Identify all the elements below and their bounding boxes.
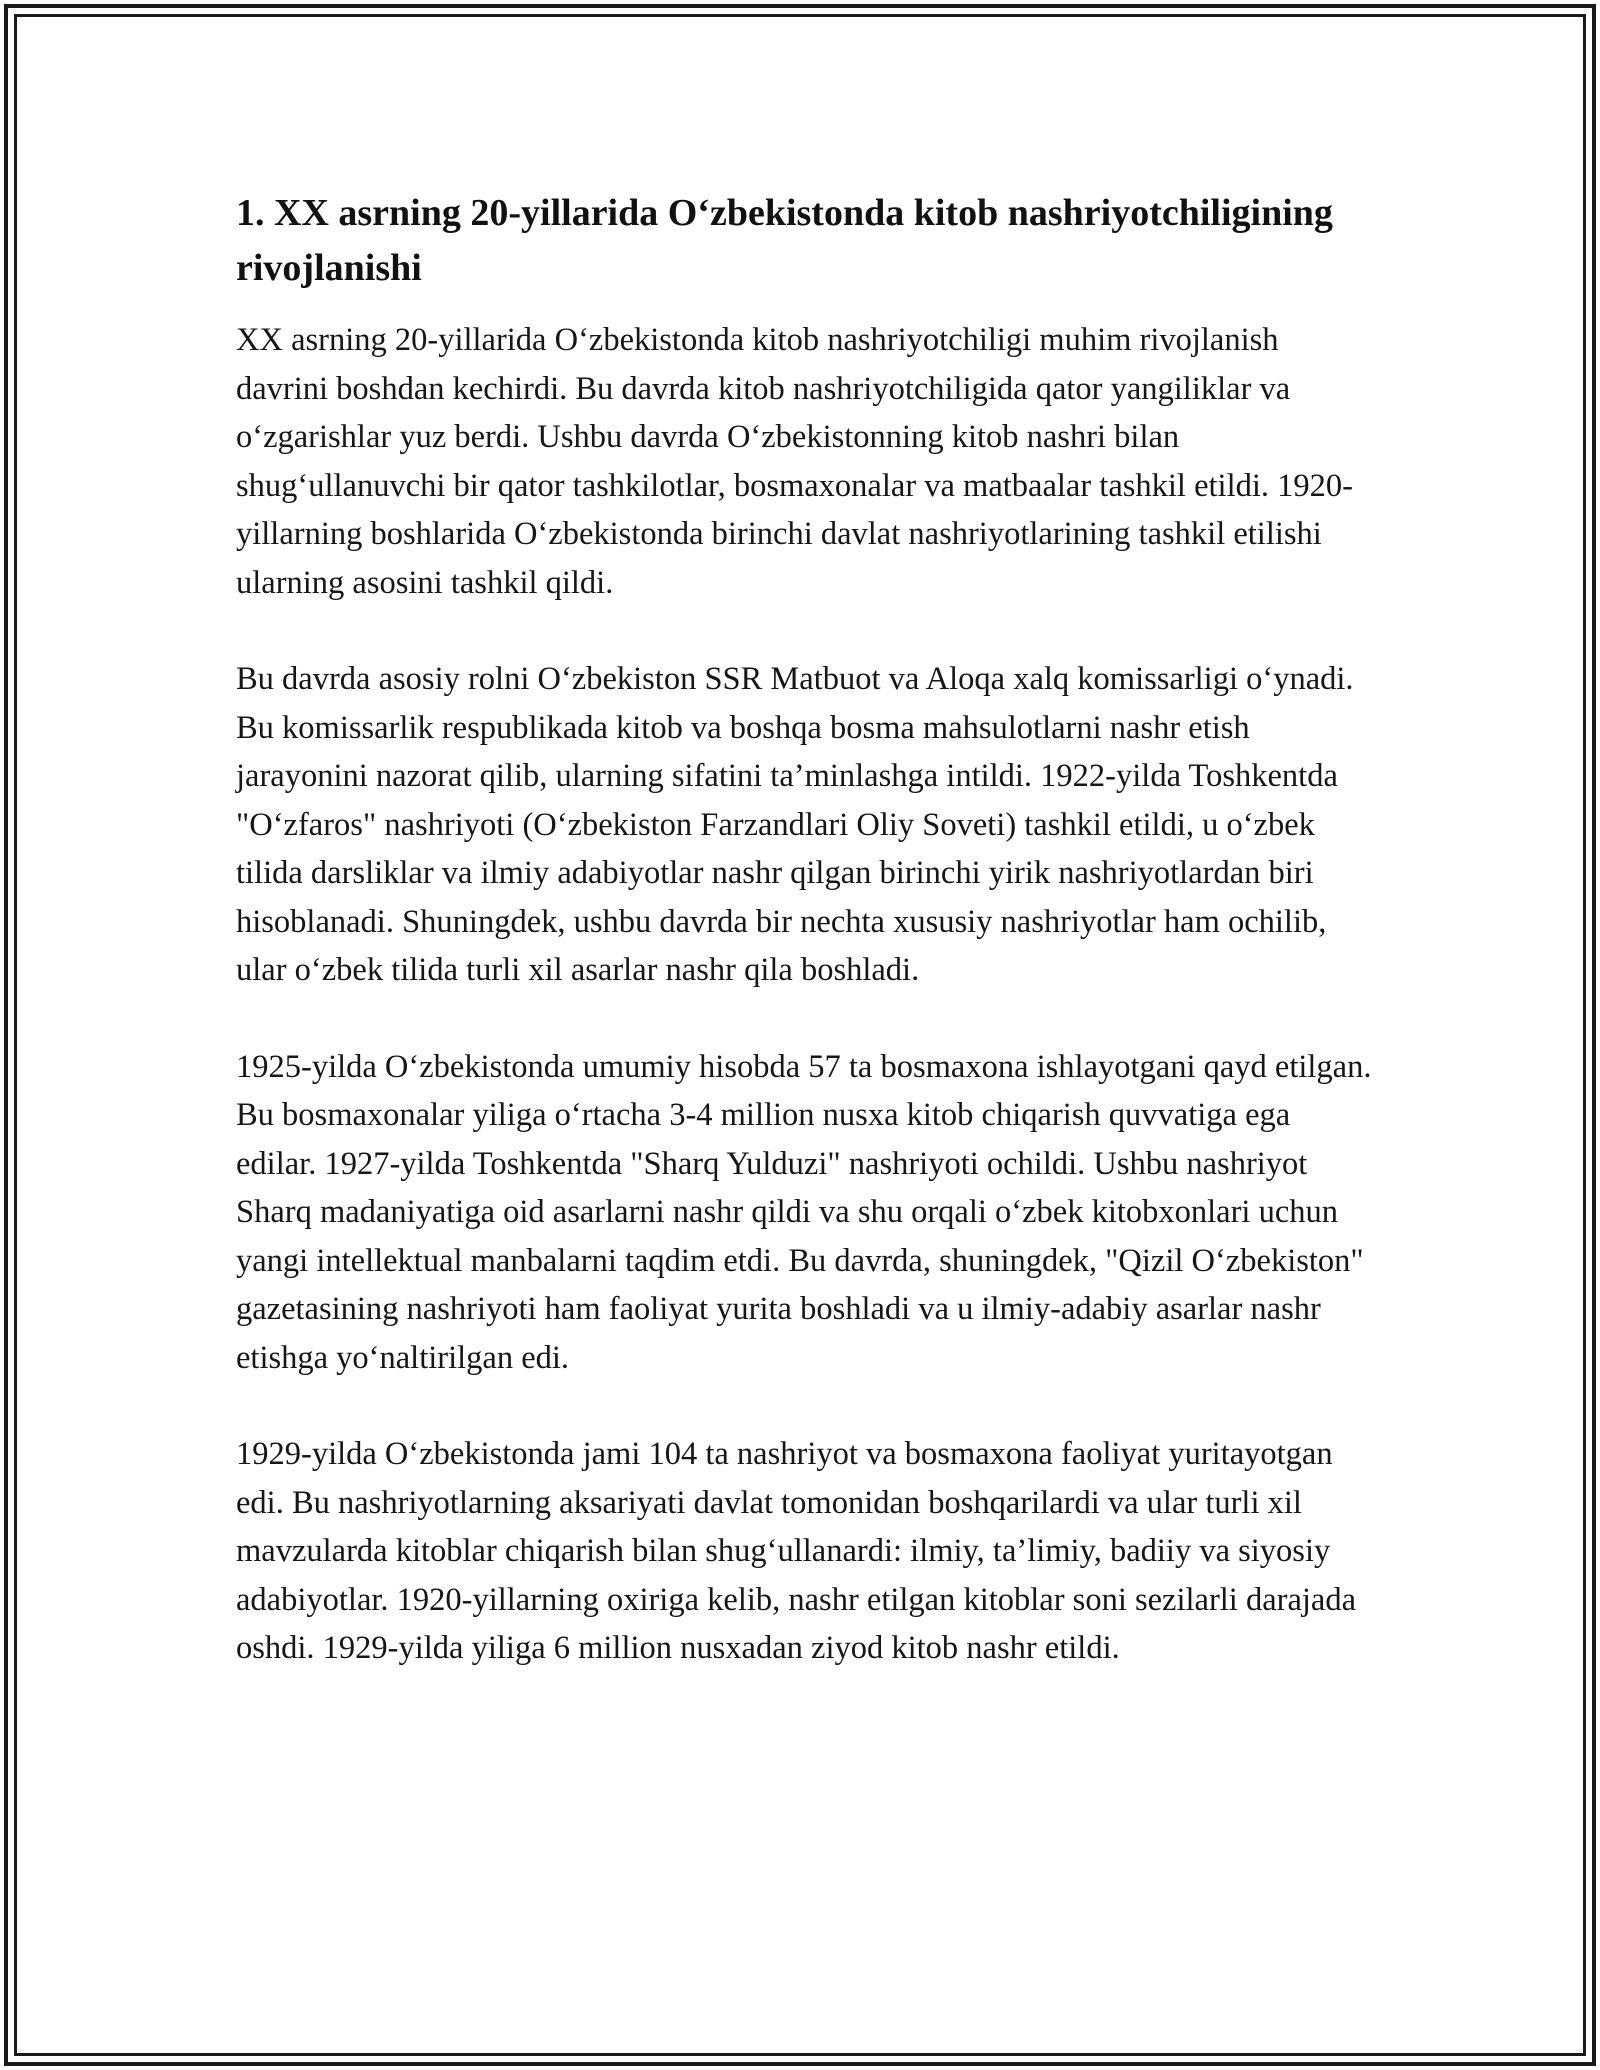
section-title: 1. XX asrning 20-yillarida O‘zbekistonda kitob nashriyotchiligining rivojlanishi <box>236 192 1333 289</box>
paragraph: Bu davrda asosiy rolni O‘zbekiston SSR Matbuot va Aloqa xalq komissarligi o‘ynadi. Bu komissarlik respublikada kitob va boshqa bosma mahsulotlarni nashr etish jarayonini nazorat qilib, ularning sifatini ta’minlashga intildi. 1922-yilda Toshkentda "O‘zfaros" nashriyoti (O‘zbekiston Farzandlari Oliy Soveti) tashkil etildi, u o‘zbek tilida darsliklar va ilmiy adabiyotlar nashr qilgan birinchi yirik nashriyotlardan biri hisoblanadi. Shuningdek, ushbu davrda bir nechta xususiy nashriyotlar ham ochilib, ular o‘zbek tilida turli xil asarlar nashr qila boshladi. <box>236 661 1354 988</box>
paragraph: XX asrning 20-yillarida O‘zbekistonda kitob nashriyotchiligi muhim rivojlanish davrini boshdan kechirdi. Bu davrda kitob nashriyotchiligida qator yangiliklar va o‘zgarishlar yuz berdi. Ushbu davrda O‘zbekistonning kitob nashri bilan shug‘ullanuvchi bir qator tashkilotlar, bosmaxonalar va matbaalar tashkil etildi. 1920-yillarning boshlarida O‘zbekistonda birinchi davlat nashriyotlarining tashkil etilishi ularning asosini tashkil qildi. <box>236 322 1353 601</box>
paragraph: 1925-yilda O‘zbekistonda umumiy hisobda 57 ta bosmaxona ishlayotgani qayd etilgan. Bu bosmaxonalar yiliga o‘rtacha 3-4 million nusxa kitob chiqarish quvvatiga ega edilar. 1927-yilda Toshkentda "Sharq Yulduzi" nashriyoti ochildi. Ushbu nashriyot Sharq madaniyatiga oid asarlarni nashr qildi va shu orqali o‘zbek kitobxonlari uchun yangi intellektual manbalarni taqdim etdi. Bu davrda, shuningdek, "Qizil O‘zbekiston" gazetasining nashriyoti ham faoliyat yurita boshladi va u ilmiy-adabiy asarlar nashr etishga yo‘naltirilgan edi. <box>236 1048 1372 1376</box>
document-body <box>236 186 1376 1721</box>
paragraph: 1929-yilda O‘zbekistonda jami 104 ta nashriyot va bosmaxona faoliyat yuritayotgan edi. Bu nashriyotlarning aksariyati davlat tomonidan boshqarilardi va ular turli xil mavzularda kitoblar chiqarish bilan shug‘ullanardi: ilmiy, ta’limiy, badiiy va siyosiy adabiyotlar. 1920-yillarning oxiriga kelib, nashr etilgan kitoblar soni sezilarli darajada oshdi. 1929-yilda yiliga 6 million nusxadan ziyod kitob nashr etildi. <box>236 1436 1357 1666</box>
